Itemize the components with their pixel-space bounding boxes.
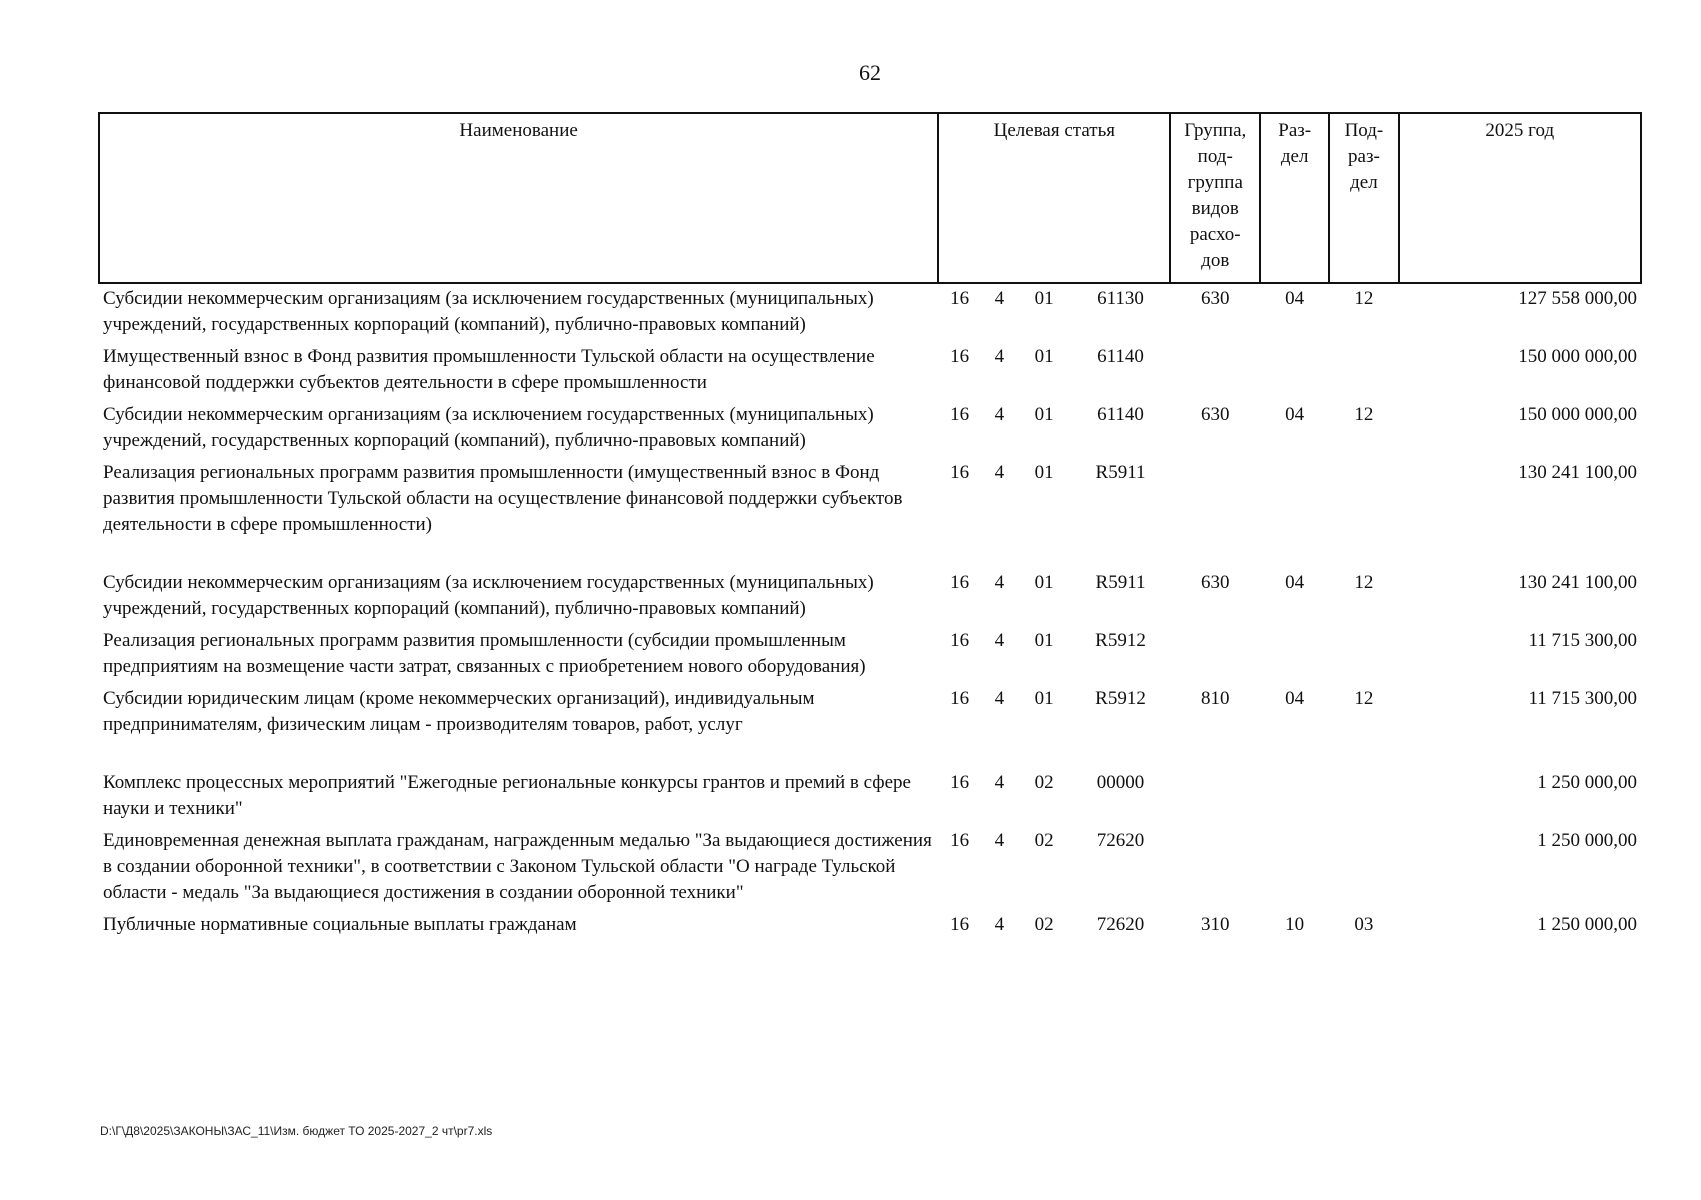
- podrazdel: [1329, 826, 1398, 910]
- header-group: Группа, под- группа видов расхо- дов: [1170, 113, 1260, 283]
- razdel: [1260, 768, 1329, 826]
- expense-group: [1170, 458, 1260, 568]
- podrazdel: [1329, 626, 1398, 684]
- expense-group: [1170, 342, 1260, 400]
- header-year: 2025 год: [1399, 113, 1641, 283]
- razdel: 04: [1285, 404, 1305, 425]
- target-code-part3: 01: [1034, 462, 1054, 483]
- target-code-part4: 72620: [1096, 830, 1145, 851]
- table-row: [99, 458, 1641, 568]
- header-target-article: Целевая статья: [938, 113, 1170, 283]
- table-row: [99, 826, 1641, 910]
- razdel: [1260, 342, 1329, 400]
- razdel: [1260, 458, 1329, 568]
- expense-group: 630: [1200, 404, 1230, 425]
- expense-group: [1170, 768, 1260, 826]
- row-name: Имущественный взнос в Фонд развития промышленности Тульской области на осуществление финансовой поддержки субъектов деятельности в сфере промышленности: [103, 346, 875, 393]
- table-row: [99, 910, 1641, 942]
- amount-2025: 1 250 000,00: [1537, 914, 1637, 935]
- amount-2025: 1 250 000,00: [1537, 830, 1637, 851]
- target-code-part3: 01: [1034, 288, 1054, 309]
- target-code-part1: 16: [950, 630, 970, 651]
- row-name: Комплекс процессных мероприятий "Ежегодные региональные конкурсы грантов и премий в сфере науки и техники": [103, 772, 911, 819]
- podrazdel: 12: [1354, 288, 1374, 309]
- target-code-part1: 16: [950, 346, 970, 367]
- target-code-part1: 16: [950, 404, 970, 425]
- amount-2025: 130 241 100,00: [1518, 462, 1637, 483]
- target-code-part2: 4: [994, 830, 1005, 851]
- row-name: Публичные нормативные социальные выплаты гражданам: [103, 914, 577, 935]
- table-row: [99, 768, 1641, 826]
- table-row: [99, 400, 1641, 458]
- target-code-part3: 01: [1034, 404, 1054, 425]
- razdel: 10: [1285, 914, 1305, 935]
- target-code-part4: 00000: [1096, 772, 1145, 793]
- target-code-part1: 16: [950, 462, 970, 483]
- header-razdel: Раз- дел: [1260, 113, 1329, 283]
- target-code-part1: 16: [950, 914, 970, 935]
- amount-2025: 130 241 100,00: [1518, 572, 1637, 593]
- target-code-part2: 4: [994, 772, 1005, 793]
- razdel: [1260, 626, 1329, 684]
- razdel: 04: [1285, 688, 1305, 709]
- header-name: Наименование: [99, 113, 938, 283]
- target-code-part3: 01: [1034, 346, 1054, 367]
- podrazdel: [1329, 458, 1398, 568]
- target-code-part4: R5912: [1095, 688, 1146, 709]
- target-code-part3: 02: [1034, 914, 1054, 935]
- target-code-part4: 61130: [1097, 288, 1144, 309]
- target-code-part4: 61140: [1097, 404, 1144, 425]
- podrazdel: 12: [1354, 572, 1374, 593]
- table-row: [99, 568, 1641, 626]
- amount-2025: 127 558 000,00: [1518, 288, 1637, 309]
- amount-2025: 150 000 000,00: [1518, 404, 1637, 425]
- target-code-part2: 4: [994, 630, 1005, 651]
- amount-2025: 1 250 000,00: [1537, 772, 1637, 793]
- podrazdel: [1329, 768, 1398, 826]
- table-row: [99, 283, 1641, 342]
- target-code-part4: 61140: [1097, 346, 1144, 367]
- target-code-part2: 4: [994, 404, 1005, 425]
- row-name: Субсидии юридическим лицам (кроме некоммерческих организаций), индивидуальным предпринимателям, физическим лицам - производителям товаров, работ, услуг: [103, 688, 815, 735]
- target-code-part1: 16: [950, 572, 970, 593]
- target-code-part2: 4: [994, 462, 1005, 483]
- budget-table: [98, 112, 1642, 942]
- target-code-part4: R5912: [1095, 630, 1146, 651]
- target-code-part2: 4: [994, 914, 1005, 935]
- table-row: [99, 626, 1641, 684]
- header-podrazdel: Под- раз- дел: [1329, 113, 1398, 283]
- podrazdel: 12: [1354, 404, 1374, 425]
- row-name: Субсидии некоммерческим организациям (за исключением государственных (муниципальных) учреждений, государственных корпораций (компаний), публично-правовых компаний): [103, 404, 874, 451]
- target-code-part3: 02: [1034, 830, 1054, 851]
- target-code-part2: 4: [994, 346, 1005, 367]
- table-body: [99, 283, 1641, 942]
- target-code-part1: 16: [950, 830, 970, 851]
- target-code-part3: 01: [1034, 630, 1054, 651]
- expense-group: 630: [1200, 572, 1230, 593]
- target-code-part3: 02: [1034, 772, 1054, 793]
- target-code-part4: 72620: [1096, 914, 1145, 935]
- podrazdel: 03: [1354, 914, 1374, 935]
- podrazdel: [1329, 342, 1398, 400]
- file-path-footer: D:\Г\Д8\2025\ЗАКОНЫ\ЗАС_11\Изм. бюджет ТО 2025-2027_2 чт\pr7.xls: [100, 1124, 493, 1138]
- expense-group: [1170, 826, 1260, 910]
- target-code-part1: 16: [950, 772, 970, 793]
- page-number: 62: [859, 60, 881, 85]
- amount-2025: 11 715 300,00: [1528, 688, 1637, 709]
- table-row: [99, 342, 1641, 400]
- row-name: Реализация региональных программ развития промышленности (субсидии промышленным предприятиям на возмещение части затрат, связанных с приобретением нового оборудования): [103, 630, 866, 677]
- row-name: Субсидии некоммерческим организациям (за исключением государственных (муниципальных) учреждений, государственных корпораций (компаний), публично-правовых компаний): [103, 288, 874, 335]
- expense-group: 630: [1200, 288, 1230, 309]
- row-name: Реализация региональных программ развития промышленности (имущественный взнос в Фонд развития промышленности Тульской области на осуществление финансовой поддержки субъектов деятельности в сфере промышленности): [103, 462, 903, 535]
- amount-2025: 11 715 300,00: [1528, 630, 1637, 651]
- expense-group: 310: [1200, 914, 1230, 935]
- amount-2025: 150 000 000,00: [1518, 346, 1637, 367]
- podrazdel: 12: [1354, 688, 1374, 709]
- table-header-row: [99, 113, 1641, 283]
- target-code-part2: 4: [994, 572, 1005, 593]
- target-code-part3: 01: [1034, 572, 1054, 593]
- expense-group: [1170, 626, 1260, 684]
- target-code-part1: 16: [950, 688, 970, 709]
- target-code-part1: 16: [950, 288, 970, 309]
- target-code-part4: R5911: [1095, 572, 1146, 593]
- razdel: [1260, 826, 1329, 910]
- target-code-part3: 01: [1034, 688, 1054, 709]
- target-code-part4: R5911: [1095, 462, 1146, 483]
- razdel: 04: [1285, 288, 1305, 309]
- razdel: 04: [1285, 572, 1305, 593]
- target-code-part2: 4: [994, 688, 1005, 709]
- target-code-part2: 4: [994, 288, 1005, 309]
- expense-group: 810: [1200, 688, 1230, 709]
- row-name: Единовременная денежная выплата гражданам, награжденным медалью "За выдающиеся достижения в создании оборонной техники", в соответствии с Законом Тульской области "О награде Тульской области - медаль "За выдающиеся достижения в создании оборонной техники": [103, 830, 932, 903]
- row-name: Субсидии некоммерческим организациям (за исключением государственных (муниципальных) учреждений, государственных корпораций (компаний), публично-правовых компаний): [103, 572, 874, 619]
- table-row: [99, 684, 1641, 768]
